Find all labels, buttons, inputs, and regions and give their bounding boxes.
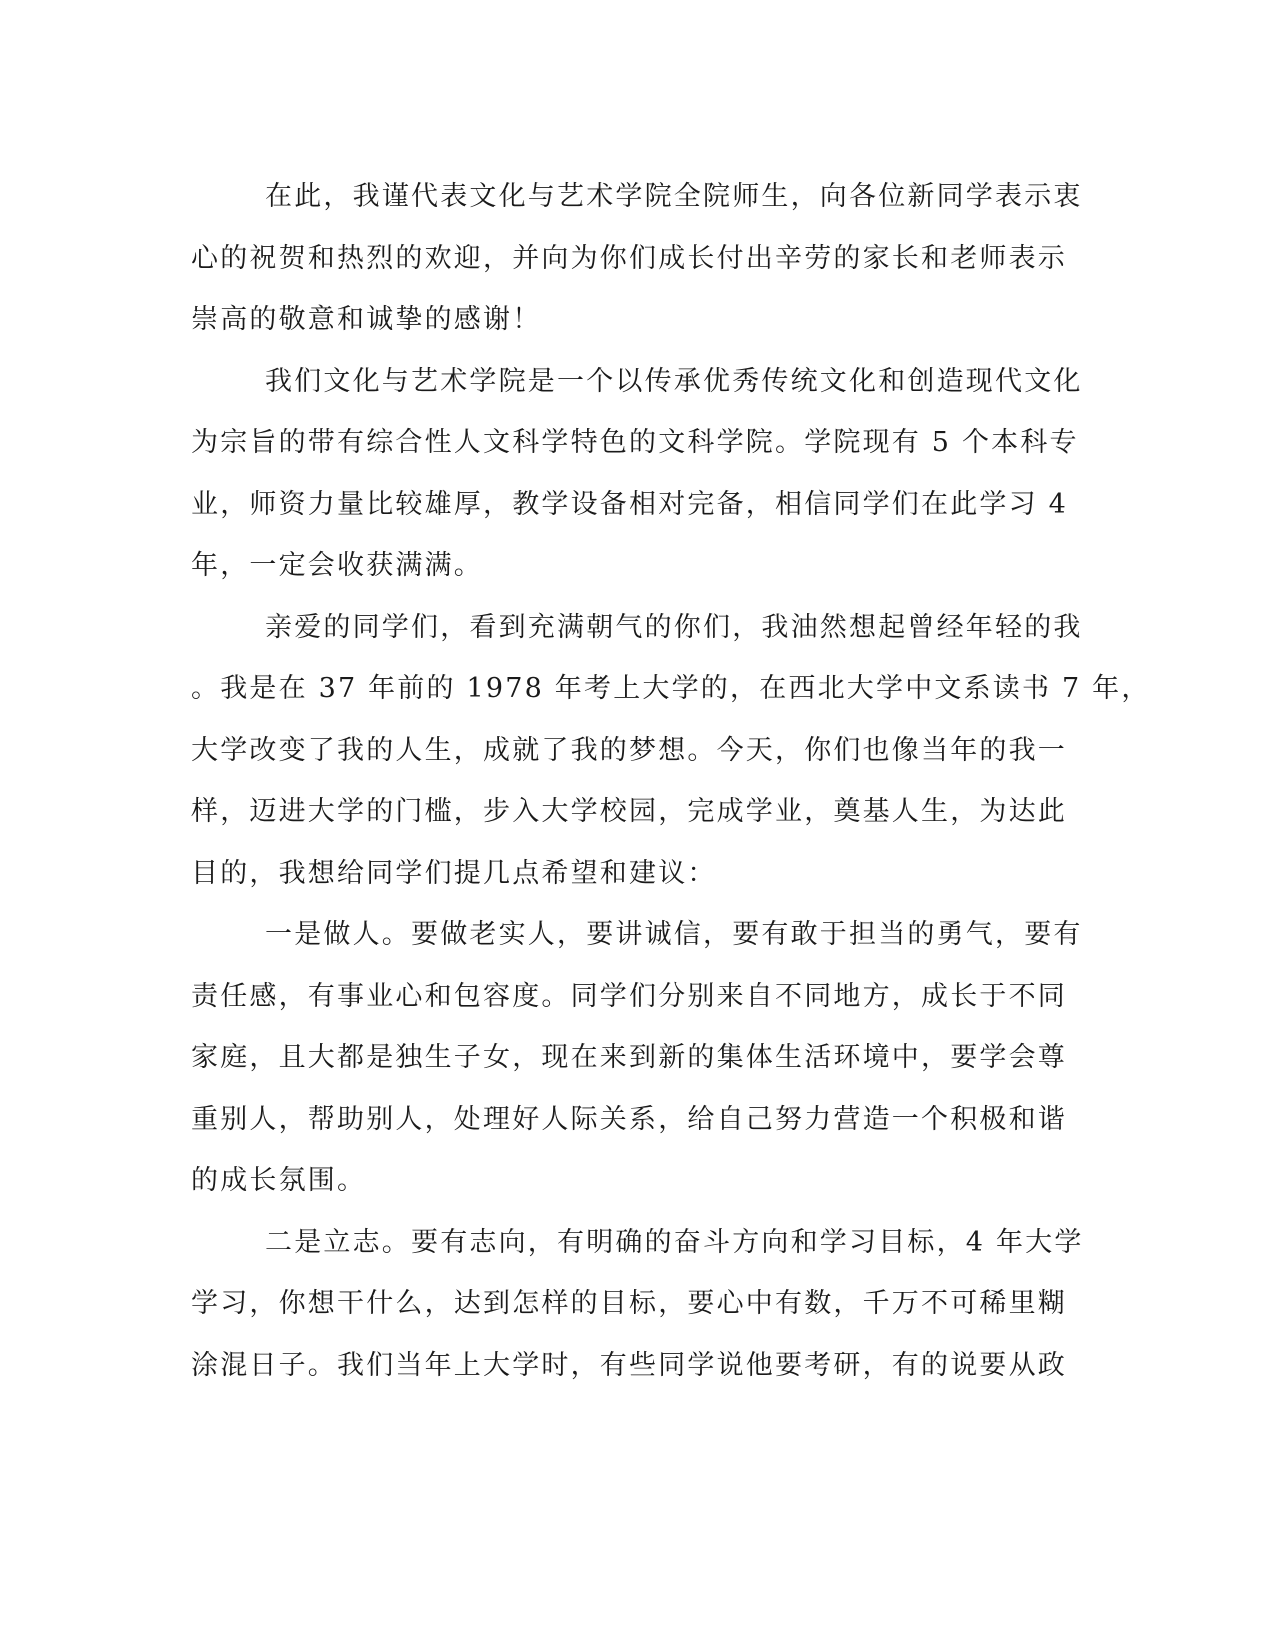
text-line: 亲爱的同学们，看到充满朝气的你们，我油然想起曾经年轻的我 bbox=[265, 611, 1083, 643]
text-line: 大学改变了我的人生，成就了我的梦想。今天，你们也像当年的我一 bbox=[191, 734, 1067, 766]
paragraph-1 bbox=[191, 166, 1081, 351]
text-line: 心的祝贺和热烈的欢迎，并向为你们成长付出辛劳的家长和老师表示 bbox=[191, 242, 1067, 274]
paragraph-2 bbox=[191, 351, 1081, 597]
text-line: 家庭，且大都是独生子女，现在来到新的集体生活环境中，要学会尊 bbox=[191, 1042, 1067, 1073]
text-line: 目的，我想给同学们提几点希望和建议： bbox=[191, 857, 717, 889]
text-line: 年，一定会收获满满。 bbox=[191, 550, 483, 581]
document-body bbox=[191, 166, 1151, 1396]
text-line: 一是做人。要做老实人，要讲诚信，要有敢于担当的勇气，要有 bbox=[265, 919, 1083, 950]
text-line: 学习，你想干什么，达到怎样的目标，要心中有数，千万不可稀里糊 bbox=[191, 1288, 1067, 1319]
text-line: 二是立志。要有志向，有明确的奋斗方向和学习目标，4 年大学 bbox=[265, 1226, 1084, 1258]
text-line: 为宗旨的带有综合性人文科学特色的文科学院。学院现有 5 个本科专 bbox=[191, 427, 1079, 458]
text-line: 业，师资力量比较雄厚，教学设备相对完备，相信同学们在此学习 4 bbox=[191, 488, 1068, 520]
text-line: 。我是在 37 年前的 1978 年考上大学的，在西北大学中文系读书 7 年， bbox=[191, 673, 1151, 704]
text-line: 在此，我谨代表文化与艺术学院全院师生，向各位新同学表示衷 bbox=[265, 181, 1083, 212]
paragraph-5 bbox=[191, 1212, 1084, 1397]
paragraph-4 bbox=[191, 904, 1081, 1212]
text-line: 我们文化与艺术学院是一个以传承优秀传统文化和创造现代文化 bbox=[265, 365, 1083, 397]
text-line: 崇高的敬意和诚挚的感谢！ bbox=[191, 304, 542, 335]
paragraph-3 bbox=[191, 597, 1151, 905]
text-line: 涂混日子。我们当年上大学时，有些同学说他要考研，有的说要从政 bbox=[191, 1349, 1067, 1381]
text-line: 责任感，有事业心和包容度。同学们分别来自不同地方，成长于不同 bbox=[191, 980, 1067, 1012]
text-line: 重别人，帮助别人，处理好人际关系，给自己努力营造一个积极和谐 bbox=[191, 1103, 1067, 1135]
text-line: 样，迈进大学的门槛，步入大学校园，完成学业，奠基人生，为达此 bbox=[191, 796, 1067, 827]
text-line: 的成长氛围。 bbox=[191, 1165, 367, 1196]
